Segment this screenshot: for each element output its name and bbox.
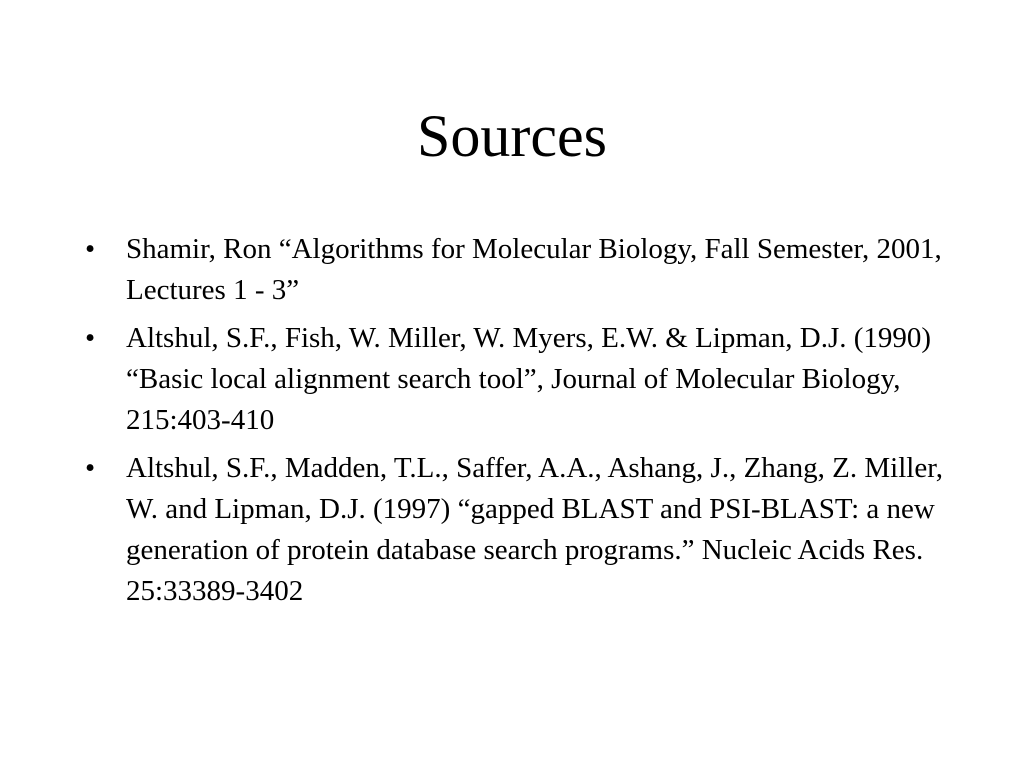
source-item-1 — [85, 229, 945, 311]
source-text-1: Shamir, Ron “Algorithms for Molecular Biology, Fall Semester, 2001, Lectures 1 - 3” — [126, 233, 942, 306]
source-item-2 — [85, 318, 945, 441]
sources-list — [85, 229, 945, 619]
source-item-3 — [85, 448, 945, 612]
bullet-icon: • — [85, 322, 96, 354]
source-text-3: Altshul, S.F., Madden, T.L., Saffer, A.A., Ashang, J., Zhang, Z. Miller, W. and Lipman, D.J. (1997) “gapped BLAST and PSI-BLAST: a new generation of protein database search programs.” Nucleic Acids Res. 25:33389-3402 — [126, 452, 943, 607]
bullet-icon: • — [85, 452, 96, 484]
slide-title: Sources — [417, 103, 607, 169]
source-text-2: Altshul, S.F., Fish, W. Miller, W. Myers, E.W. & Lipman, D.J. (1990) “Basic local alignment search tool”, Journal of Molecular Biology, 215:403-410 — [126, 322, 932, 436]
bullet-icon: • — [85, 233, 96, 265]
